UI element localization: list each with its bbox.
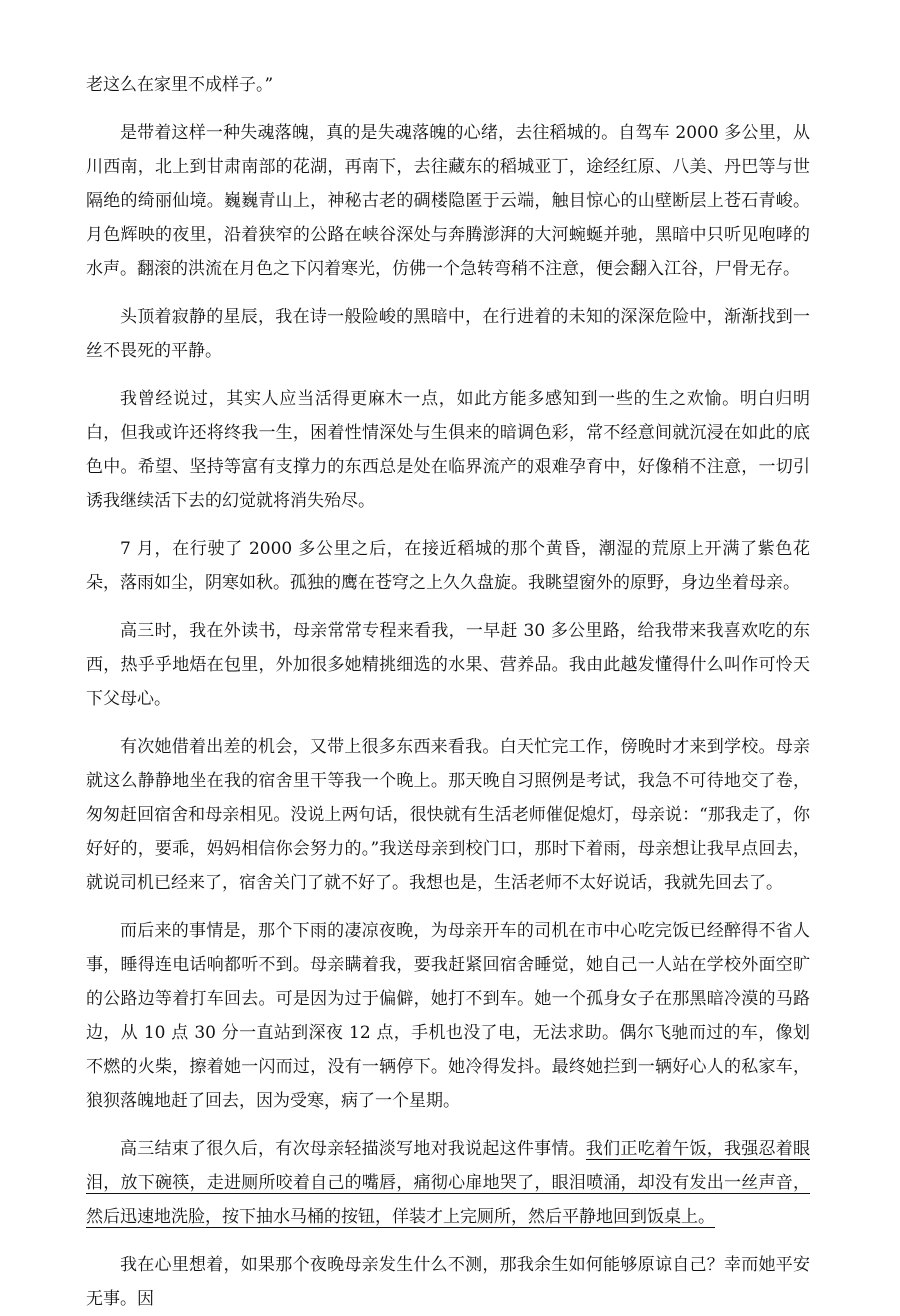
paragraph: 7 月，在行驶了 2000 多公里之后，在接近稻城的那个黄昏，潮湿的荒原上开满了紫色花朵，落雨如尘，阴寒如秋。孤独的鹰在苍穹之上久久盘旋。我眺望窗外的原野，身边坐着母亲。 <box>86 539 810 593</box>
paragraph: 而后来的事情是，那个下雨的凄凉夜晚，为母亲开车的司机在市中心吃完饭已经醉得不省人事，睡得连电话响都听不到。母亲瞒着我，要我赶紧回宿舍睡觉，她自己一人站在学校外面空旷的公路边等着打车回去。可是因为过于偏僻，她打不到车。她一个孤身女子在那黑暗冷漠的马路边，从 10 点 30 分一直站到深夜 12 点，手机也没了电，无法求助。偶尔飞驰而过的车，像划不燃的火柴，擦着她一闪而过，没有一辆停下。她冷得发抖。最终她拦到一辆好心人的私家车，狼狈落魄地赶了回去，因为受寒，病了一个星期。 <box>86 921 810 1111</box>
paragraph: 是带着这样一种失魂落魄，真的是失魂落魄的心绪，去往稻城的。自驾车 2000 多公里，从川西南，北上到甘肃南部的花湖，再南下，去往藏东的稻城亚丁，途经红原、八美、丹巴等与世隔绝的绮丽仙境。巍巍青山上，神秘古老的碉楼隐匿于云端，触目惊心的山壁断层上苍石青峻。月色辉映的夜里，沿着狭窄的公路在峡谷深处与奔腾澎湃的大河蜿蜒并驰，黑暗中只听见咆哮的水声。翻滚的洪流在月色之下闪着寒光，仿佛一个急转弯稍不注意，便会翻入江谷，尸骨无存。 <box>86 123 810 279</box>
body-text <box>86 68 810 1118</box>
paragraph: 头顶着寂静的星辰，我在诗一般险峻的黑暗中，在行进着的未知的深深危险中，渐渐找到一丝不畏死的平静。 <box>86 307 810 361</box>
underlined-text: 我们正吃着午饭，我强忍着眼泪，放下碗筷，走进厕所咬着自己的嘴唇，痛彻心扉地哭了，眼泪喷涌，却没有发出一丝声音，然后迅速地洗脸，按下抽水马桶的按钮，佯装才上完厕所，然后平静地回到饭桌上。 <box>86 1139 810 1227</box>
paragraph: 高三时，我在外读书，母亲常常专程来看我，一早赶 30 多公里路，给我带来我喜欢吃的东西，热乎乎地焐在包里，外加很多她精挑细选的水果、营养品。我由此越发懂得什么叫作可怜天下父母心。 <box>86 621 810 709</box>
paragraph: 我曾经说过，其实人应当活得更麻木一点，如此方能多感知到一些的生之欢愉。明白归明白，但我或许还将终我一生，困着性情深处与生俱来的暗调色彩，常不经意间就沉浸在如此的底色中。希望、坚持等富有支撑力的东西总是处在临界流产的艰难孕育中，好像稍不注意，一切引诱我继续活下去的幻觉就将消失殆尽。 <box>86 389 810 511</box>
underlined-paragraph <box>86 1132 810 1234</box>
last-paragraph: 我在心里想着，如果那个夜晚母亲发生什么不测，那我余生如何能够原谅自己？幸而她平安无事。因 <box>86 1255 810 1309</box>
paragraph: 有次她借着出差的机会，又带上很多东西来看我。白天忙完工作，傍晚时才来到学校。母亲就这么静静地坐在我的宿舍里干等我一个晚上。那天晚自习照例是考试，我急不可待地交了卷，匆匆赶回宿舍和母亲相见。没说上两句话，很快就有生活老师催促熄灯，母亲说：“那我走了，你好好的，要乖，妈妈相信你会努力的。”我送母亲到校门口，那时下着雨，母亲想让我早点回去，就说司机已经来了，宿舍关门了就不好了。我想也是，生活老师不太好说话，我就先回去了。 <box>86 737 810 893</box>
paragraph: 老这么在家里不成样子。” <box>86 75 274 95</box>
paragraph-lead-text: 高三结束了很久后，有次母亲轻描淡写地对我说起这件事情。 <box>120 1139 586 1159</box>
